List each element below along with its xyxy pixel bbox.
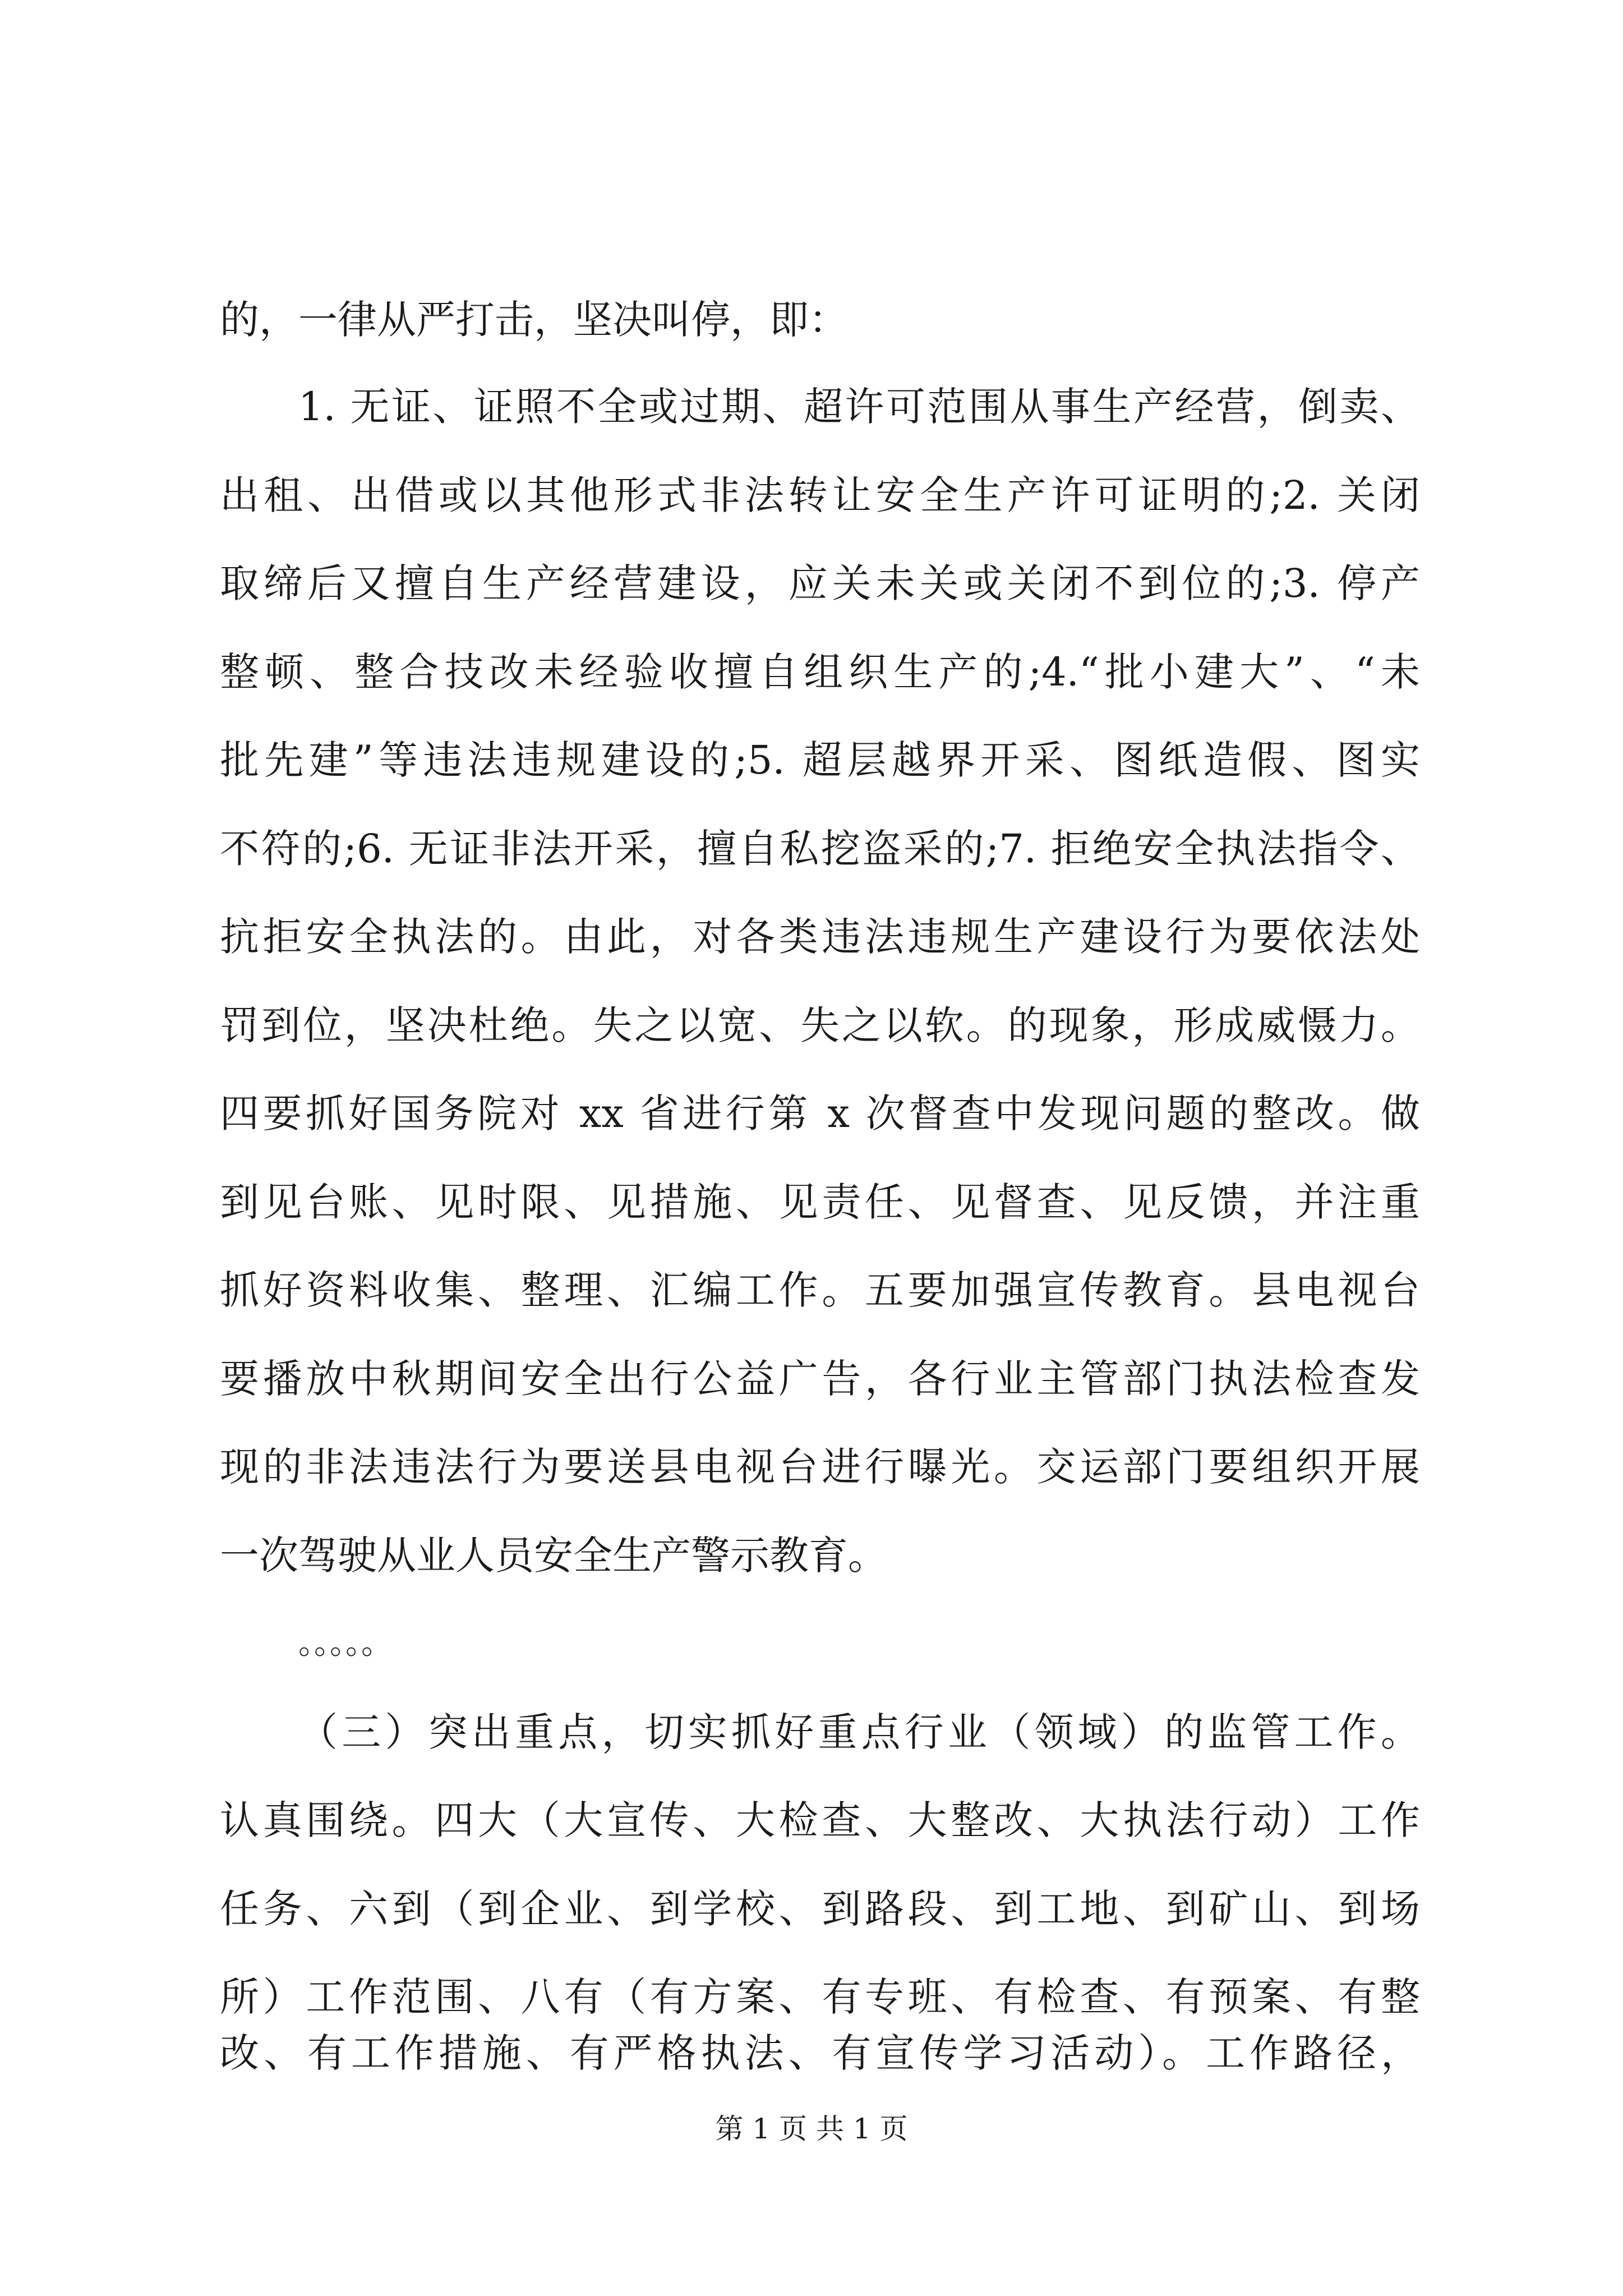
paragraph-line: 认真围绕。四大（大宣传、大检查、大整改、大执法行动）工作 [220, 1797, 1420, 1843]
paragraph-line: 抓好资料收集、整理、汇编工作。五要加强宣传教育。县电视台 [220, 1267, 1420, 1313]
paragraph-line: 改、有工作措施、有严格执法、有宣传学习活动）。工作路径， [220, 2030, 1420, 2076]
page-number-footer: 第 1 页 共 1 页 [715, 2113, 908, 2145]
paragraph-line: 现的非法违法行为要送县电视台进行曝光。交运部门要组织开展 [220, 1444, 1420, 1490]
paragraph-line: 抗拒安全执法的。由此，对各类违法违规生产建设行为要依法处 [220, 914, 1420, 960]
ellipsis-line: 。。。。。 [298, 1625, 393, 1662]
paragraph-line: 整顿、整合技改未经验收擅自组织生产的;4.“批小建大”、“未 [220, 649, 1420, 695]
paragraph-line: 任务、六到（到企业、到学校、到路段、到工地、到矿山、到场 [220, 1886, 1420, 1932]
paragraph-line: 罚到位，坚决杜绝。失之以宽、失之以软。的现象，形成威慑力。 [220, 1002, 1420, 1048]
paragraph-line: 到见台账、见时限、见措施、见责任、见督查、见反馈，并注重 [220, 1179, 1420, 1225]
paragraph-line: 不符的;6. 无证非法开采，擅自私挖盗采的;7. 拒绝安全执法指令、 [220, 826, 1420, 872]
paragraph-line: 批先建”等违法违规建设的;5. 超层越界开采、图纸造假、图实 [220, 737, 1420, 783]
paragraph-line: 1. 无证、证照不全或过期、超许可范围从事生产经营，倒卖、 [298, 384, 1420, 430]
paragraph-line: 一次驾驶从业人员安全生产警示教育。 [220, 1533, 887, 1579]
paragraph-line: 要播放中秋期间安全出行公益广告，各行业主管部门执法检查发 [220, 1356, 1420, 1402]
paragraph-line: 取缔后又擅自生产经营建设，应关未关或关闭不到位的;3. 停产 [220, 560, 1420, 606]
paragraph-line: 出租、出借或以其他形式非法转让安全生产许可证明的;2. 关闭 [220, 472, 1420, 518]
paragraph-line: 四要抓好国务院对 xx 省进行第 x 次督查中发现问题的整改。做 [220, 1091, 1420, 1137]
paragraph-line: 的，一律从严打击，坚决叫停，即： [220, 297, 848, 343]
paragraph-line: 所）工作范围、八有（有方案、有专班、有检查、有预案、有整 [220, 1974, 1420, 2020]
section-heading-line: （三）突出重点，切实抓好重点行业（领域）的监管工作。 [298, 1709, 1420, 1755]
